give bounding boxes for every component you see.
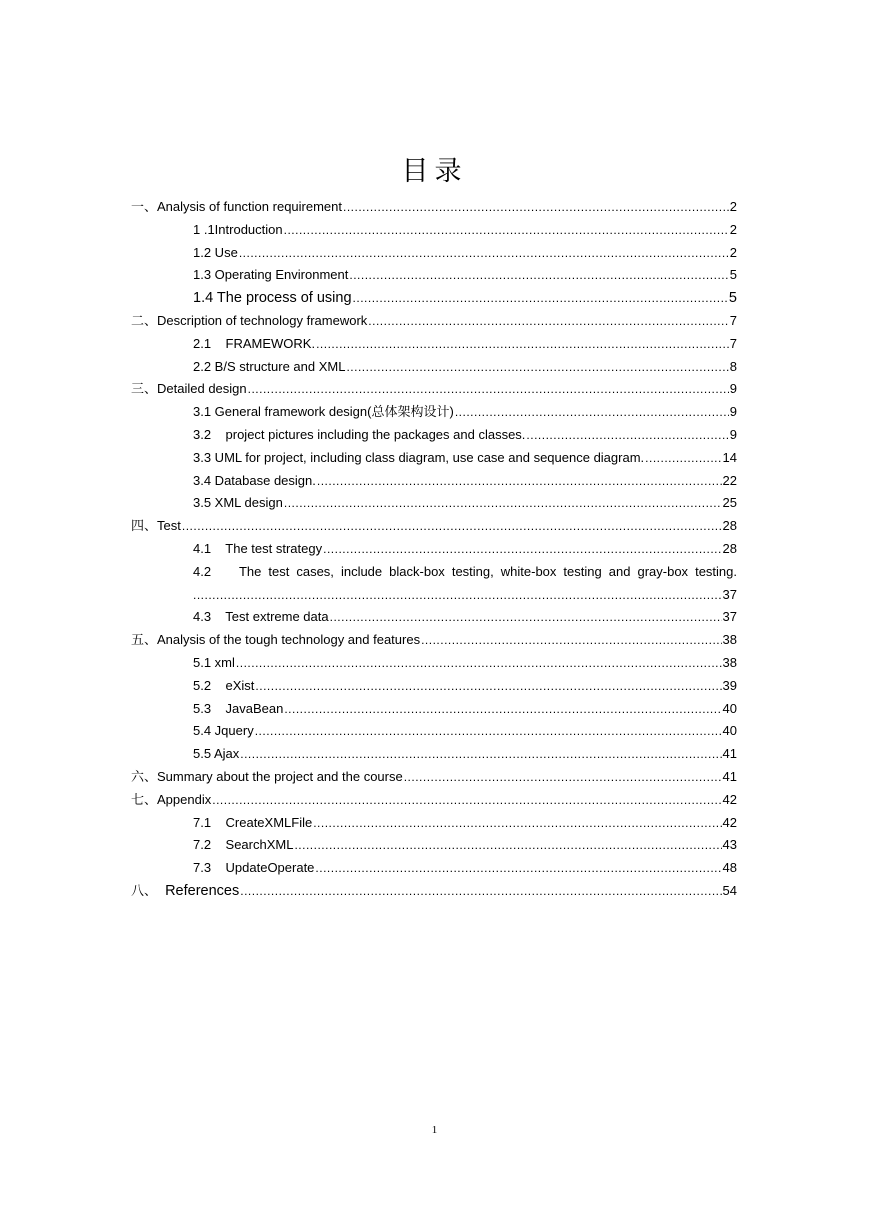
toc-entry-number: 二、 — [131, 312, 158, 328]
toc-leader-dots — [239, 242, 729, 265]
toc-leader-dots — [294, 834, 721, 857]
toc-entry-text: 3.4 Database design. — [193, 472, 316, 488]
toc-entry-1-3[interactable] — [131, 264, 737, 287]
toc-entry-4-3[interactable] — [131, 606, 737, 629]
toc-entry-page: 37 — [722, 586, 737, 602]
table-of-contents — [131, 196, 737, 903]
toc-entry-number: 三、 — [131, 381, 158, 397]
toc-leader-dots — [284, 492, 722, 515]
toc-entry-3-2[interactable] — [131, 424, 737, 447]
toc-entry-7-2[interactable] — [131, 834, 737, 857]
toc-leader-dots — [349, 264, 728, 287]
toc-leader-dots — [323, 538, 721, 561]
toc-entry-8[interactable] — [131, 880, 737, 903]
toc-leader-dots — [645, 447, 721, 470]
toc-entry-page: 43 — [722, 837, 737, 853]
toc-entry-page: 38 — [722, 654, 737, 670]
toc-entry-4[interactable] — [131, 515, 737, 538]
toc-entry-3-4[interactable] — [131, 470, 737, 493]
toc-entry-text: References — [157, 882, 240, 899]
toc-entry-4-1[interactable] — [131, 538, 737, 561]
toc-entry-page: 14 — [722, 449, 737, 465]
toc-entry-page: 5 — [729, 267, 737, 283]
toc-entry-text: 5.3 JavaBean — [193, 700, 284, 716]
toc-entry-page: 41 — [722, 768, 737, 784]
toc-entry-text: 2.1 FRAMEWORK. — [193, 335, 316, 351]
toc-entry-page: 25 — [722, 495, 737, 511]
toc-leader-dots — [255, 675, 721, 698]
toc-leader-dots — [421, 629, 721, 652]
toc-leader-dots — [368, 310, 728, 333]
toc-leader-dots — [353, 287, 728, 310]
toc-title: 目录 — [401, 156, 468, 187]
toc-entry-page: 9 — [729, 426, 737, 442]
toc-entry-text: 4.3 Test extreme data — [193, 609, 329, 625]
toc-entry-4-2-continuation[interactable] — [131, 584, 737, 607]
toc-entry-page: 38 — [722, 632, 737, 648]
toc-leader-dots — [255, 720, 722, 743]
toc-entry-text: 4.2 The test cases, include black-box testing, white-box testing and gray-box testing. — [193, 563, 737, 579]
toc-entry-page: 54 — [722, 882, 737, 898]
toc-entry-5-3[interactable] — [131, 698, 737, 721]
toc-entry-page: 28 — [722, 540, 737, 556]
toc-leader-dots — [404, 766, 722, 789]
toc-entry-page: 39 — [722, 677, 737, 693]
toc-entry-text: Summary about the project and the course — [157, 768, 403, 784]
toc-entry-page: 40 — [722, 700, 737, 716]
toc-entry-page: 2 — [729, 221, 737, 237]
toc-entry-1-1[interactable] — [131, 219, 737, 242]
toc-entry-text: 3.2 project pictures including the packages and classes. — [193, 426, 526, 442]
toc-leader-dots — [182, 515, 722, 538]
toc-entry-text: 4.1 The test strategy — [193, 540, 323, 556]
toc-entry-text: 3.3 UML for project, including class diagram, use case and sequence diagram. — [193, 449, 645, 465]
toc-entry-number: 五、 — [131, 632, 158, 648]
toc-entry-5-5[interactable] — [131, 743, 737, 766]
toc-entry-text: Test — [157, 518, 181, 534]
toc-entry-text: 1.3 Operating Environment — [193, 267, 349, 283]
toc-entry-page: 28 — [722, 518, 737, 534]
toc-entry-3-3[interactable] — [131, 447, 737, 470]
toc-leader-dots — [455, 401, 729, 424]
toc-entry-4-2[interactable] — [131, 561, 737, 584]
toc-entry-text: 3.5 XML design — [193, 495, 283, 511]
toc-entry-1[interactable] — [131, 196, 737, 219]
toc-entry-number: 一、 — [131, 199, 158, 214]
toc-leader-dots — [193, 584, 722, 607]
toc-entry-text: 5.5 Ajax — [193, 746, 240, 762]
toc-entry-text: Description of technology framework — [157, 312, 368, 328]
toc-entry-text: Appendix — [157, 791, 212, 807]
toc-entry-text: 1.2 Use — [193, 244, 238, 260]
toc-entry-text: 2.2 B/S structure and XML — [193, 358, 346, 374]
toc-leader-dots — [330, 606, 722, 629]
toc-entry-7[interactable] — [131, 789, 737, 812]
toc-entry-text: Detailed design — [157, 381, 247, 397]
toc-leader-dots — [236, 652, 722, 675]
toc-leader-dots — [240, 880, 721, 903]
toc-entry-7-3[interactable] — [131, 857, 737, 880]
toc-leader-dots — [212, 789, 721, 812]
toc-entry-3[interactable] — [131, 378, 737, 401]
toc-entry-page: 42 — [722, 791, 737, 807]
toc-entry-text: 5.1 xml — [193, 654, 235, 670]
toc-entry-5-4[interactable] — [131, 720, 737, 743]
toc-entry-text: 7.2 SearchXML — [193, 837, 294, 853]
toc-entry-text: 5.2 eXist — [193, 677, 255, 693]
toc-entry-7-1[interactable] — [131, 812, 737, 835]
toc-leader-dots — [248, 378, 729, 401]
toc-entry-5-2[interactable] — [131, 675, 737, 698]
toc-entry-1-4[interactable] — [131, 287, 737, 310]
toc-entry-2[interactable] — [131, 310, 737, 333]
toc-entry-page: 42 — [722, 814, 737, 830]
toc-entry-page: 41 — [722, 746, 737, 762]
toc-entry-page: 40 — [722, 723, 737, 739]
toc-entry-page: 2 — [729, 199, 737, 214]
toc-entry-5-1[interactable] — [131, 652, 737, 675]
toc-leader-dots — [343, 196, 729, 219]
toc-leader-dots — [526, 424, 728, 447]
toc-entry-page: 7 — [729, 312, 737, 328]
toc-entry-page: 7 — [729, 335, 737, 351]
toc-leader-dots — [315, 857, 721, 880]
toc-entry-page: 5 — [728, 290, 737, 307]
toc-entry-3-1[interactable] — [131, 401, 737, 424]
toc-entry-text: 5.4 Jquery — [193, 723, 254, 739]
toc-entry-2-1[interactable] — [131, 333, 737, 356]
toc-entry-number: 四、 — [131, 518, 158, 534]
toc-entry-page: 9 — [729, 404, 737, 420]
toc-entry-number: 八、 — [131, 882, 158, 898]
toc-entry-text: Analysis of the tough technology and features — [157, 632, 421, 648]
toc-entry-6[interactable] — [131, 766, 737, 789]
toc-entry-1-2[interactable] — [131, 242, 737, 265]
toc-entry-page: 37 — [722, 609, 737, 625]
toc-entry-text: 1 .1Introduction — [193, 221, 283, 237]
toc-entry-3-5[interactable] — [131, 492, 737, 515]
toc-leader-dots — [284, 698, 721, 721]
toc-entry-page: 22 — [722, 472, 737, 488]
toc-leader-dots — [284, 219, 729, 242]
toc-entry-text: 3.1 General framework design(总体架构设计) — [193, 404, 454, 420]
toc-entry-text: 7.1 CreateXMLFile — [193, 814, 313, 830]
toc-leader-dots — [240, 743, 721, 766]
toc-entry-text: 7.3 UpdateOperate — [193, 860, 315, 876]
toc-leader-dots — [346, 356, 728, 379]
toc-entry-page: 2 — [729, 244, 737, 260]
toc-entry-page: 48 — [722, 860, 737, 876]
toc-entry-2-2[interactable] — [131, 356, 737, 379]
page-number-footer: 1 — [431, 1124, 438, 1136]
toc-entry-page: 8 — [729, 358, 737, 374]
toc-entry-number: 七、 — [131, 791, 158, 807]
toc-entry-number: 六、 — [131, 768, 158, 784]
toc-entry-text: Analysis of function requirement — [157, 199, 342, 214]
toc-entry-5[interactable] — [131, 629, 737, 652]
toc-entry-text: 1.4 The process of using — [193, 290, 352, 307]
toc-leader-dots — [313, 812, 721, 835]
toc-entry-page: 9 — [729, 381, 737, 397]
toc-leader-dots — [317, 470, 722, 493]
toc-leader-dots — [316, 333, 729, 356]
